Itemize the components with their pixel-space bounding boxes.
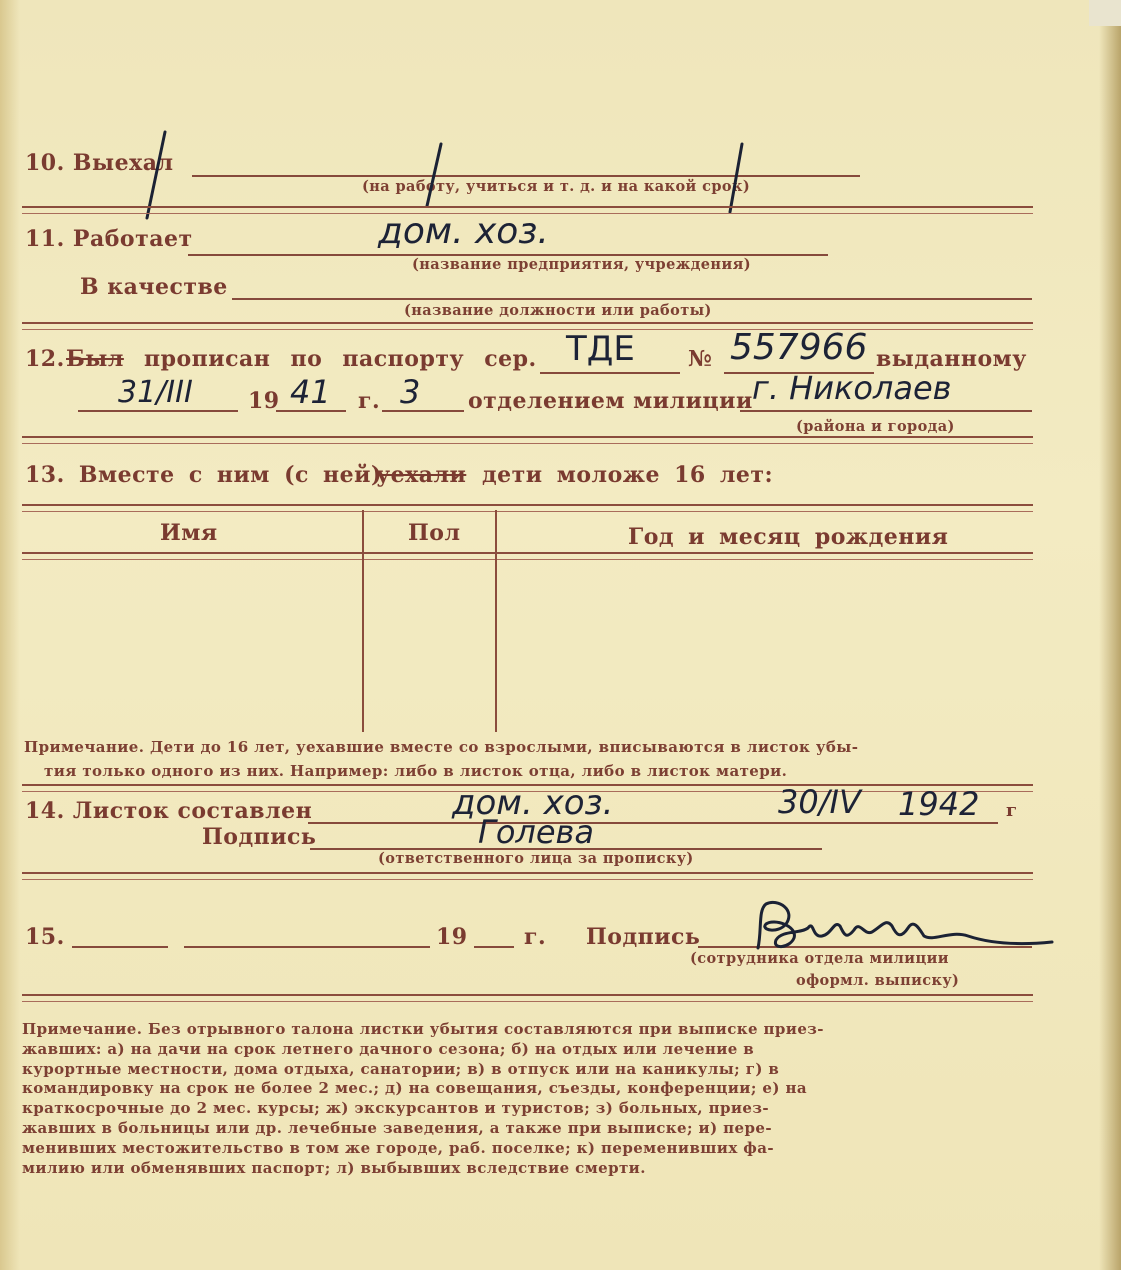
item12-office-line [382,410,464,412]
note1-line1: Примечание. Дети до 16 лет, уехавшие вместе со взрослыми, вписываются в листок убы- [24,738,859,756]
separator-rule [22,436,1033,444]
note2-line: милию или обменявших паспорт; л) выбывших вследствие смерти. [22,1158,646,1177]
item14-signature-label: Подпись [202,824,317,850]
item11-role-fill-line [232,298,1032,300]
item12-series-value: ТДЕ [566,329,635,369]
item10-caption: (на работу, учиться и т. д. и на какой срок) [362,178,751,195]
item12-text: прописан по паспорту сер. [144,346,537,372]
children-col-name: Имя [160,520,218,546]
item10-fill-line [192,175,860,177]
item13-text: 13. Вместе с ним (с ней) [25,462,382,488]
separator-rule [22,994,1033,1002]
item15-year-line [474,946,514,948]
item15-caption-line2: оформл. выписку) [796,972,960,989]
item12-office-text: отделением милиции [468,388,753,414]
item11-label: 11. Работает [25,226,193,252]
item14-signature-value: Голева [478,813,595,851]
item14-fill-line [308,822,998,824]
item15-signature-label: Подпись [586,924,701,950]
item15-year-prefix: 19 [436,924,468,950]
item14-handwritten-year: 1942 [898,785,980,823]
item11-role-label: В качестве [80,274,228,300]
item14-handwritten-date: 30/IV [778,783,861,821]
note2 [22,1020,824,1178]
item10-cancel-slash-2 [405,140,455,210]
item12-date-value: 31/III [118,375,193,410]
item12-number: 12. [25,346,65,372]
item15-month-line [184,946,430,948]
item12-city-line [740,410,1032,412]
item12-passport-number: 557966 [730,327,868,368]
note2-line: краткосрочные до 2 мес. курсы; ж) экскурсантов и туристов; з) больных, приез- [22,1099,769,1118]
children-col-divider [362,510,364,732]
item12-issued-word: выданному [876,346,1027,372]
separator-rule [22,872,1033,880]
item13-struck-word: уехали [376,462,467,488]
item15-caption-line1: (сотрудника отдела милиции [690,950,949,967]
note1-line2: тия только одного из них. Например: либо в листок отца, либо в листок матери. [44,762,788,780]
note2-line: жавших в больницы или др. лечебные заведения, а также при выписке; и) пере- [22,1118,772,1137]
children-table-top-rule [22,504,1033,512]
note2-line: жавших: а) на дачи на срок летнего дачного сезона; б) на отдых или лечение в [22,1039,755,1058]
torn-corner [1089,0,1121,26]
item12-no-sign: № [688,346,713,372]
item12-city-caption: (района и города) [796,418,955,435]
item14-label: 14. Листок составлен [25,798,313,824]
paper-shadow-right [1099,0,1121,1270]
note2-line: менивших местожительство в том же городе, раб. поселке; к) переменивших фа- [22,1138,774,1157]
item12-year-prefix: 19 [248,388,280,414]
item14-year-unit: г [1006,800,1018,821]
paper-shadow-left [0,0,20,1270]
item13-text-end: дети моложе 16 лет: [482,462,774,488]
item15-year-unit: г. [524,924,547,950]
item12-series-line [540,372,680,374]
item11-handwritten-value: дом. хоз. [378,211,549,252]
children-table-header-rule [22,552,1033,560]
separator-rule [22,322,1033,330]
item12-city-value: г. Николаев [752,369,952,407]
item15-day-line [72,946,168,948]
item12-year-unit: г. [358,388,381,414]
children-col-sex: Пол [408,520,461,546]
item11-role-caption: (название должности или работы) [404,302,712,319]
children-col-birth: Год и месяц рождения [628,524,949,550]
item14-caption: (ответственного лица за прописку) [378,850,694,867]
item11-caption: (название предприятия, учреждения) [412,256,751,273]
item15-number: 15. [25,924,65,950]
note2-line: командировку на срок не более 2 мес.; д) на совещания, съезды, конференции; е) на [22,1079,807,1098]
item14-handwritten-value: дом. хоз. [452,783,614,823]
item10-label: 10. Выехал [25,150,174,176]
item12-year-value: 41 [290,373,331,411]
item12-struck-word: Был [66,346,124,372]
children-col-divider [495,510,497,732]
note2-line: курортные местности, дома отдыха, санатории; в) в отпуск или на каникулы; г) в [22,1059,780,1078]
note2-line: Примечание. Без отрывного талона листки убытия составляются при выписке приез- [22,1020,824,1038]
item12-date-line [78,410,238,412]
item12-office-number: 3 [400,373,421,411]
